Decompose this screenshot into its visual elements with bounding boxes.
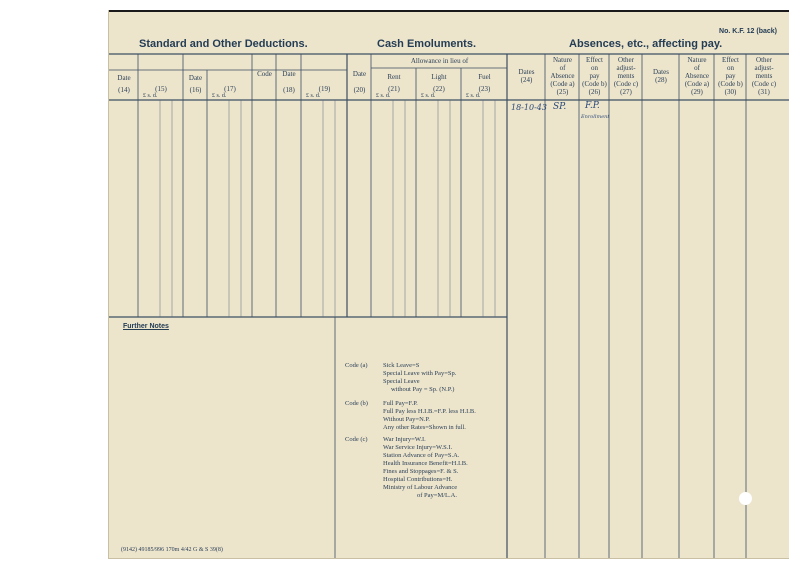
handwritten-date: 18-10-43: [511, 103, 547, 112]
header-nature-25-l5: (25): [556, 88, 569, 96]
header-date-16-number: (16): [189, 86, 202, 94]
header-dates-24: [508, 68, 545, 84]
title-cash-emoluments: Cash Emoluments.: [377, 38, 477, 50]
header-date-18-label: Date: [282, 70, 296, 78]
header-nature-29-l5: (29): [691, 88, 703, 96]
header-other-27-l3: ments: [617, 72, 635, 80]
header-other-31: [747, 56, 781, 96]
header-nature-29-l3: Absence: [684, 72, 710, 80]
code-b-line-2: Full Pay less H.I.B.=F.P. less H.I.B.: [383, 408, 476, 415]
code-c-line-7: Ministry of Labour Advance: [383, 484, 458, 491]
header-other-27: [610, 56, 642, 96]
punch-hole: [739, 492, 752, 505]
title-standard-deductions: Standard and Other Deductions.: [139, 38, 308, 50]
header-effect-30-l1: Effect: [722, 56, 739, 64]
header-effect-26-l2: on: [591, 64, 598, 72]
handwritten-effect-note: Enrollment: [581, 114, 610, 120]
header-fuel-number: (23): [478, 85, 491, 93]
header-other-31-l1: Other: [756, 56, 772, 64]
header-nature-29: [680, 56, 714, 96]
header-other-31-l4: (Code c): [751, 80, 777, 88]
header-date-16: [184, 74, 207, 94]
code-c-line-8: of Pay=M/L.A.: [417, 492, 457, 499]
codes-key: [345, 362, 505, 552]
further-notes-heading: Further Notes: [123, 323, 169, 330]
header-lsd-17: £ s. d.: [212, 93, 227, 99]
code-a-line-2: Special Leave with Pay=Sp.: [383, 370, 457, 377]
header-effect-26-l5: (26): [588, 88, 601, 96]
header-date-20-label: Date: [352, 70, 367, 78]
header-nature-29-l2: of: [694, 64, 700, 72]
header-fuel-label: Fuel: [478, 73, 491, 81]
header-date-20-number: (20): [353, 86, 366, 94]
code-b-line-1: Full Pay=F.P.: [383, 400, 418, 407]
header-date-18: [277, 70, 301, 94]
header-nature-25-l4: (Code a): [550, 80, 575, 88]
code-b-label: Code (b): [345, 400, 368, 407]
code-a-line-4: without Pay = Sp. (N.P.): [391, 386, 455, 393]
code-b-line-4: Any other Rates=Shown in full.: [383, 424, 466, 431]
header-nature-25: [546, 56, 579, 96]
header-date-20: [348, 70, 371, 94]
header-nature-29-l1: Nature: [687, 56, 707, 64]
header-effect-30: [715, 56, 746, 96]
code-c-line-1: War Injury=W.I.: [383, 436, 426, 443]
header-effect-30-l4: (Code b): [718, 80, 743, 88]
header-light-label: Light: [431, 73, 447, 81]
code-a-line-3: Special Leave: [383, 378, 420, 385]
header-date-14: [111, 74, 137, 94]
code-c-label: Code (c): [345, 436, 368, 443]
header-col-19: (19): [318, 85, 331, 93]
header-other-31-l3: ments: [755, 72, 773, 80]
header-dates-28-label: Dates: [653, 68, 669, 76]
header-dates-24-label: Dates: [518, 68, 535, 76]
code-b-line-3: Without Pay=N.P.: [383, 416, 430, 423]
header-dates-28-number: (28): [655, 76, 667, 84]
code-c-line-2: War Service Injury=W.S.I.: [383, 444, 453, 451]
header-nature-29-l4: (Code a): [684, 80, 710, 88]
code-c-line-6: Hospital Contributions=H.: [383, 476, 453, 483]
header-date-14-number: (14): [118, 86, 130, 94]
header-code: Code: [257, 70, 272, 78]
header-nature-25-l1: Nature: [552, 56, 573, 64]
code-a-line-1: Sick Leave=S: [383, 362, 420, 369]
header-effect-30-l3: pay: [725, 72, 736, 80]
header-effect-26: [580, 56, 609, 96]
header-lsd-19: £ s. d.: [306, 93, 321, 99]
header-light: [417, 73, 461, 93]
header-col-17: (17): [224, 85, 236, 93]
header-lsd-15: £ s. d.: [143, 93, 158, 99]
header-other-27-l1: Other: [618, 56, 634, 64]
header-effect-26-l1: Effect: [586, 56, 603, 64]
header-col-15: (15): [155, 85, 167, 93]
header-dates-24-number: (24): [520, 76, 533, 84]
header-effect-26-l3: pay: [589, 72, 600, 80]
header-light-number: (22): [433, 85, 445, 93]
code-a-label: Code (a): [345, 362, 368, 369]
code-c-line-4: Health Insurance Benefit=H.I.B.: [383, 460, 468, 467]
header-date-18-number: (18): [283, 86, 295, 94]
header-other-31-l2: adjust-: [754, 64, 774, 72]
header-lsd-21: £ s. d.: [376, 93, 391, 99]
header-other-27-l2: adjust-: [616, 64, 636, 72]
header-effect-26-l4: (Code b): [582, 80, 607, 88]
header-date-14-label: Date: [117, 74, 131, 82]
print-reference: (9142) 49185/996 170m 4/42 G & S 39(8): [121, 547, 223, 553]
header-lsd-23: £ s. d.: [466, 93, 481, 99]
header-fuel: [462, 73, 507, 93]
header-other-31-l5: (31): [758, 88, 770, 96]
code-c-line-3: Station Advance of Pay=S.A.: [383, 452, 460, 459]
form-sheet: [108, 10, 789, 559]
header-lsd-22: £ s. d.: [421, 93, 436, 99]
form-number: No. K.F. 12 (back): [719, 28, 777, 35]
header-rent-number: (21): [388, 85, 400, 93]
header-rent: [372, 73, 416, 93]
header-allowance: Allowance in lieu of: [410, 57, 469, 65]
header-date-16-label: Date: [188, 74, 203, 82]
header-nature-25-l2: of: [559, 64, 566, 72]
header-effect-30-l5: (30): [724, 88, 737, 96]
header-effect-30-l2: on: [727, 64, 734, 72]
header-nature-25-l3: Absence: [550, 72, 575, 80]
title-absences: Absences, etc., affecting pay.: [569, 38, 723, 50]
handwritten-nature: SP.: [553, 102, 567, 112]
code-c-line-5: Fines and Stoppages=F. & S.: [383, 468, 459, 475]
header-other-27-l4: (Code c): [613, 80, 639, 88]
header-rent-label: Rent: [387, 73, 401, 81]
header-other-27-l5: (27): [620, 88, 632, 96]
header-dates-28: [643, 68, 679, 84]
handwritten-effect: F.P.: [585, 101, 600, 111]
